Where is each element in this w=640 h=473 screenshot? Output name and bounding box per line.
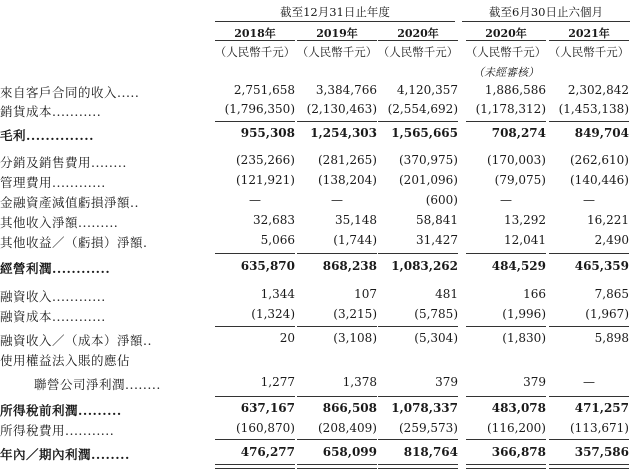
row-label: 分銷及銷售費用........ <box>0 155 127 170</box>
table-row <box>0 126 640 145</box>
row-value: (370,975) <box>399 153 458 167</box>
row-value: 1,083,262 <box>391 259 458 273</box>
row-value: 484,529 <box>491 259 546 273</box>
table-row <box>0 233 640 252</box>
table-row <box>0 259 640 278</box>
row-value: 3,384,766 <box>315 83 377 97</box>
row-value: (1,796,350) <box>224 102 295 116</box>
currency-label: （人民幣千元） <box>377 45 459 59</box>
row-value: 16,221 <box>587 213 629 227</box>
row-value: 635,870 <box>240 259 295 273</box>
row-value: 471,257 <box>574 401 629 415</box>
row-value: (160,870) <box>236 421 295 435</box>
subtotal-rule <box>297 396 377 397</box>
row-value: 818,764 <box>403 445 458 459</box>
row-label: 來自客戶合同的收入..... <box>0 85 140 100</box>
subtotal-rule <box>215 439 295 440</box>
subtotal-rule <box>378 396 458 397</box>
row-value: 12,041 <box>504 233 546 247</box>
subtotal-rule <box>215 121 295 122</box>
table-row <box>0 193 640 212</box>
subtotal-rule <box>378 253 458 254</box>
row-value: — <box>583 193 595 207</box>
row-value: 1,277 <box>260 375 295 389</box>
header-underline <box>549 40 629 41</box>
table-row <box>0 375 640 394</box>
row-label: 融資收入............ <box>0 289 106 304</box>
row-value: (259,573) <box>399 421 458 435</box>
row-value: 35,148 <box>335 213 377 227</box>
row-value: 7,865 <box>594 287 629 301</box>
subtotal-rule <box>549 326 629 327</box>
row-value: (235,266) <box>236 153 295 167</box>
row-value: 955,308 <box>240 126 295 140</box>
row-value: (140,446) <box>570 173 629 187</box>
row-value: (1,324) <box>251 307 295 321</box>
row-value: 849,704 <box>574 126 629 140</box>
table-row <box>0 445 640 464</box>
row-value: (5,785) <box>414 307 458 321</box>
row-label: 其他收入淨額......... <box>0 215 119 230</box>
table-row <box>0 213 640 232</box>
column-year-2020: 2020年 <box>397 27 439 40</box>
row-value: 58,841 <box>416 213 458 227</box>
row-value: 637,167 <box>240 401 295 415</box>
subtotal-rule <box>466 396 546 397</box>
row-value: (116,200) <box>487 421 546 435</box>
total-double-rule <box>297 464 377 469</box>
subtotal-rule <box>466 253 546 254</box>
row-value: 1,344 <box>260 287 295 301</box>
row-value: 658,099 <box>322 445 377 459</box>
row-value: 1,886,586 <box>484 83 546 97</box>
row-value: (170,003) <box>487 153 546 167</box>
subtotal-rule <box>215 326 295 327</box>
row-value: (262,610) <box>570 153 629 167</box>
column-year-2019: 2019年 <box>316 27 358 40</box>
subtotal-rule <box>466 439 546 440</box>
row-value: 1,078,337 <box>391 401 458 415</box>
row-value: 483,078 <box>491 401 546 415</box>
row-value: 2,302,842 <box>567 83 629 97</box>
row-value: 5,898 <box>594 331 629 345</box>
subtotal-rule <box>297 253 377 254</box>
row-value: 107 <box>354 287 377 301</box>
row-label: 金融資產減值虧損淨額.. <box>0 195 139 210</box>
row-value: (600) <box>425 193 458 207</box>
total-double-rule <box>466 464 546 469</box>
row-label: 毛利.............. <box>0 128 94 143</box>
row-label: 使用權益法入賬的應佔 <box>0 353 131 368</box>
subtotal-rule <box>549 121 629 122</box>
row-value: — <box>583 375 595 389</box>
subtotal-rule <box>297 326 377 327</box>
row-value: 708,274 <box>491 126 546 140</box>
column-year-2018: 2018年 <box>234 27 276 40</box>
row-value: 166 <box>523 287 546 301</box>
currency-label: （人民幣千元） <box>296 45 378 59</box>
column-half-2020: 2020年 <box>485 27 527 40</box>
row-label: 所得稅前利潤......... <box>0 403 122 418</box>
table-row <box>0 173 640 192</box>
row-value: (281,265) <box>318 153 377 167</box>
row-value: (3,215) <box>333 307 377 321</box>
period-divider <box>215 21 455 22</box>
table-row <box>0 83 640 102</box>
currency-label: （人民幣千元） <box>465 45 547 59</box>
subtotal-rule <box>549 396 629 397</box>
table-row <box>0 331 640 350</box>
row-value: (1,830) <box>502 331 546 345</box>
subtotal-rule <box>378 439 458 440</box>
subtotal-rule <box>378 326 458 327</box>
row-value: (5,304) <box>414 331 458 345</box>
row-label: 融資收入／（成本）淨額.. <box>0 333 152 348</box>
currency-label: （人民幣千元） <box>214 45 296 59</box>
header-underline <box>466 40 546 41</box>
row-value: (1,744) <box>333 233 377 247</box>
row-label: 所得稅費用........... <box>0 423 115 438</box>
table-row <box>0 102 640 121</box>
row-value: (1,996) <box>502 307 546 321</box>
row-value: 465,359 <box>574 259 629 273</box>
period-header-half-year: 截至6月30日止六個月 <box>489 5 603 19</box>
row-value: 1,254,303 <box>310 126 377 140</box>
table-row <box>0 401 640 420</box>
table-row <box>0 287 640 306</box>
row-label: 聯營公司淨利潤........ <box>34 377 161 392</box>
row-value: (121,921) <box>236 173 295 187</box>
row-value: 379 <box>523 375 546 389</box>
row-value: 1,565,665 <box>391 126 458 140</box>
row-label: 融資成本............ <box>0 309 106 324</box>
row-value: — <box>500 193 512 207</box>
column-half-2021: 2021年 <box>568 27 610 40</box>
subtotal-rule <box>549 253 629 254</box>
row-value: 20 <box>279 331 295 345</box>
subtotal-rule <box>297 439 377 440</box>
subtotal-rule <box>215 396 295 397</box>
row-value: (79,075) <box>494 173 546 187</box>
row-value: (1,178,312) <box>475 102 546 116</box>
table-row <box>0 307 640 326</box>
total-double-rule <box>378 464 458 469</box>
row-value: 379 <box>435 375 458 389</box>
subtotal-rule <box>297 121 377 122</box>
row-value: (1,453,138) <box>558 102 629 116</box>
subtotal-rule <box>378 121 458 122</box>
row-value: 476,277 <box>240 445 295 459</box>
row-label: 經營利潤............ <box>0 261 111 276</box>
unaudited-note: （未經審核） <box>473 66 539 79</box>
total-double-rule <box>549 464 629 469</box>
header-underline <box>378 40 458 41</box>
row-value: 2,751,658 <box>233 83 295 97</box>
row-value: 1,378 <box>342 375 377 389</box>
row-value: 481 <box>435 287 458 301</box>
row-label: 其他收益／（虧損）淨額. <box>0 235 148 250</box>
row-value: 4,120,357 <box>396 83 458 97</box>
table-row <box>0 421 640 440</box>
row-value: 32,683 <box>253 213 295 227</box>
row-value: (201,096) <box>399 173 458 187</box>
row-value: (2,130,463) <box>306 102 377 116</box>
row-label: 管理費用............ <box>0 175 106 190</box>
row-value: 868,238 <box>322 259 377 273</box>
table-row <box>0 351 640 370</box>
row-value: (2,554,692) <box>387 102 458 116</box>
row-value: (208,409) <box>318 421 377 435</box>
period-divider <box>462 21 630 22</box>
subtotal-rule <box>466 121 546 122</box>
row-value: (1,967) <box>585 307 629 321</box>
header-underline <box>297 40 377 41</box>
row-value: (3,108) <box>333 331 377 345</box>
row-value: 13,292 <box>504 213 546 227</box>
row-value: 866,508 <box>322 401 377 415</box>
currency-label: （人民幣千元） <box>548 45 630 59</box>
header-underline <box>215 40 295 41</box>
row-value: 5,066 <box>260 233 295 247</box>
subtotal-rule <box>215 253 295 254</box>
row-label: 年內／期內利潤........ <box>0 447 130 462</box>
row-label: 銷貨成本........... <box>0 104 102 119</box>
table-row <box>0 153 640 172</box>
row-value: — <box>249 193 261 207</box>
total-double-rule <box>215 464 295 469</box>
row-value: 2,490 <box>594 233 629 247</box>
period-header-year-end: 截至12月31日止年度 <box>280 5 390 19</box>
row-value: (113,671) <box>570 421 629 435</box>
row-value: — <box>331 193 343 207</box>
row-value: 31,427 <box>416 233 458 247</box>
row-value: 357,586 <box>574 445 629 459</box>
row-value: 366,878 <box>491 445 546 459</box>
subtotal-rule <box>549 439 629 440</box>
row-value: (138,204) <box>318 173 377 187</box>
subtotal-rule <box>466 326 546 327</box>
